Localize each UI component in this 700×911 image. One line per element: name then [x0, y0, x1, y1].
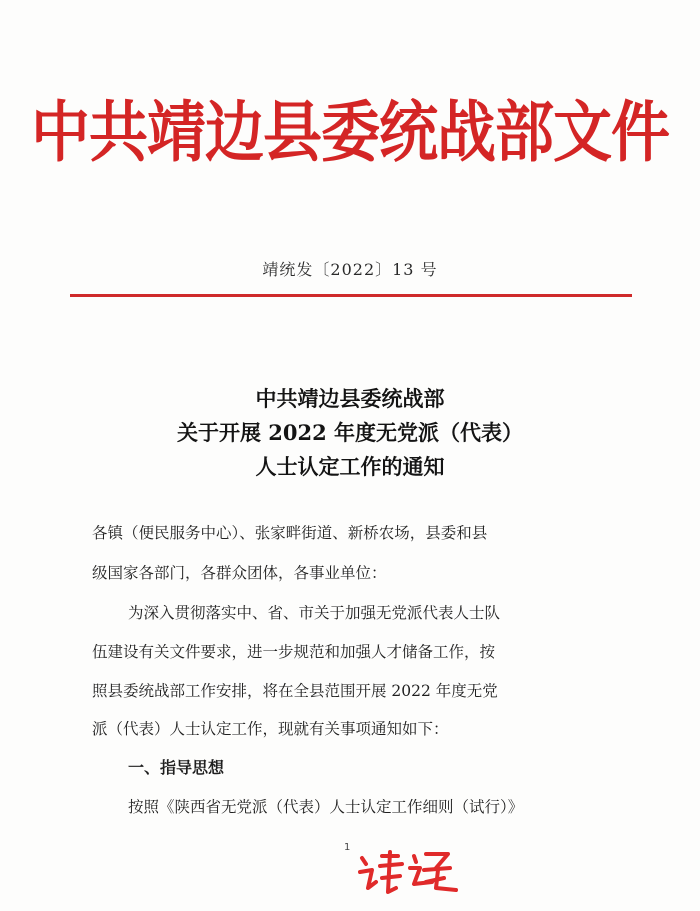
- document-masthead: 中共靖边县委统战部文件: [30, 93, 669, 171]
- handwritten-signature: [352, 848, 462, 898]
- title-line-1: 中共靖边县委统战部: [255, 386, 445, 411]
- paragraph-line-3: 照县委统战部工作安排，将在全县范围开展 2022 年度无党: [92, 682, 498, 700]
- document-number: 靖统发〔2022〕13 号: [262, 260, 438, 279]
- notice-title: [0, 382, 700, 484]
- addressee-line-2: 级国家各部门，各群众团体，各事业单位：: [92, 564, 387, 582]
- addressee-line-1: 各镇（便民服务中心）、张家畔街道、新桥农场，县委和县: [92, 524, 488, 542]
- section-heading: 一、指导思想: [128, 758, 225, 777]
- title-line-3: 人士认定工作的通知: [255, 454, 445, 479]
- paragraph-line-5: 按照《陕西省无党派（代表）人士认定工作细则（试行）》: [128, 798, 524, 816]
- paragraph-line-2: 伍建设有关文件要求，进一步规范和加强人才储备工作，按: [92, 643, 496, 661]
- paragraph-line-4: 派（代表）人士认定工作，现就有关事项通知如下：: [92, 720, 449, 738]
- page-number: 1: [344, 842, 351, 853]
- red-divider-line: [70, 294, 632, 297]
- title-line-2: 关于开展 2022 年度无党派（代表）: [176, 420, 524, 445]
- paragraph-line-1: 为深入贯彻落实中、省、市关于加强无党派代表人士队: [128, 604, 501, 622]
